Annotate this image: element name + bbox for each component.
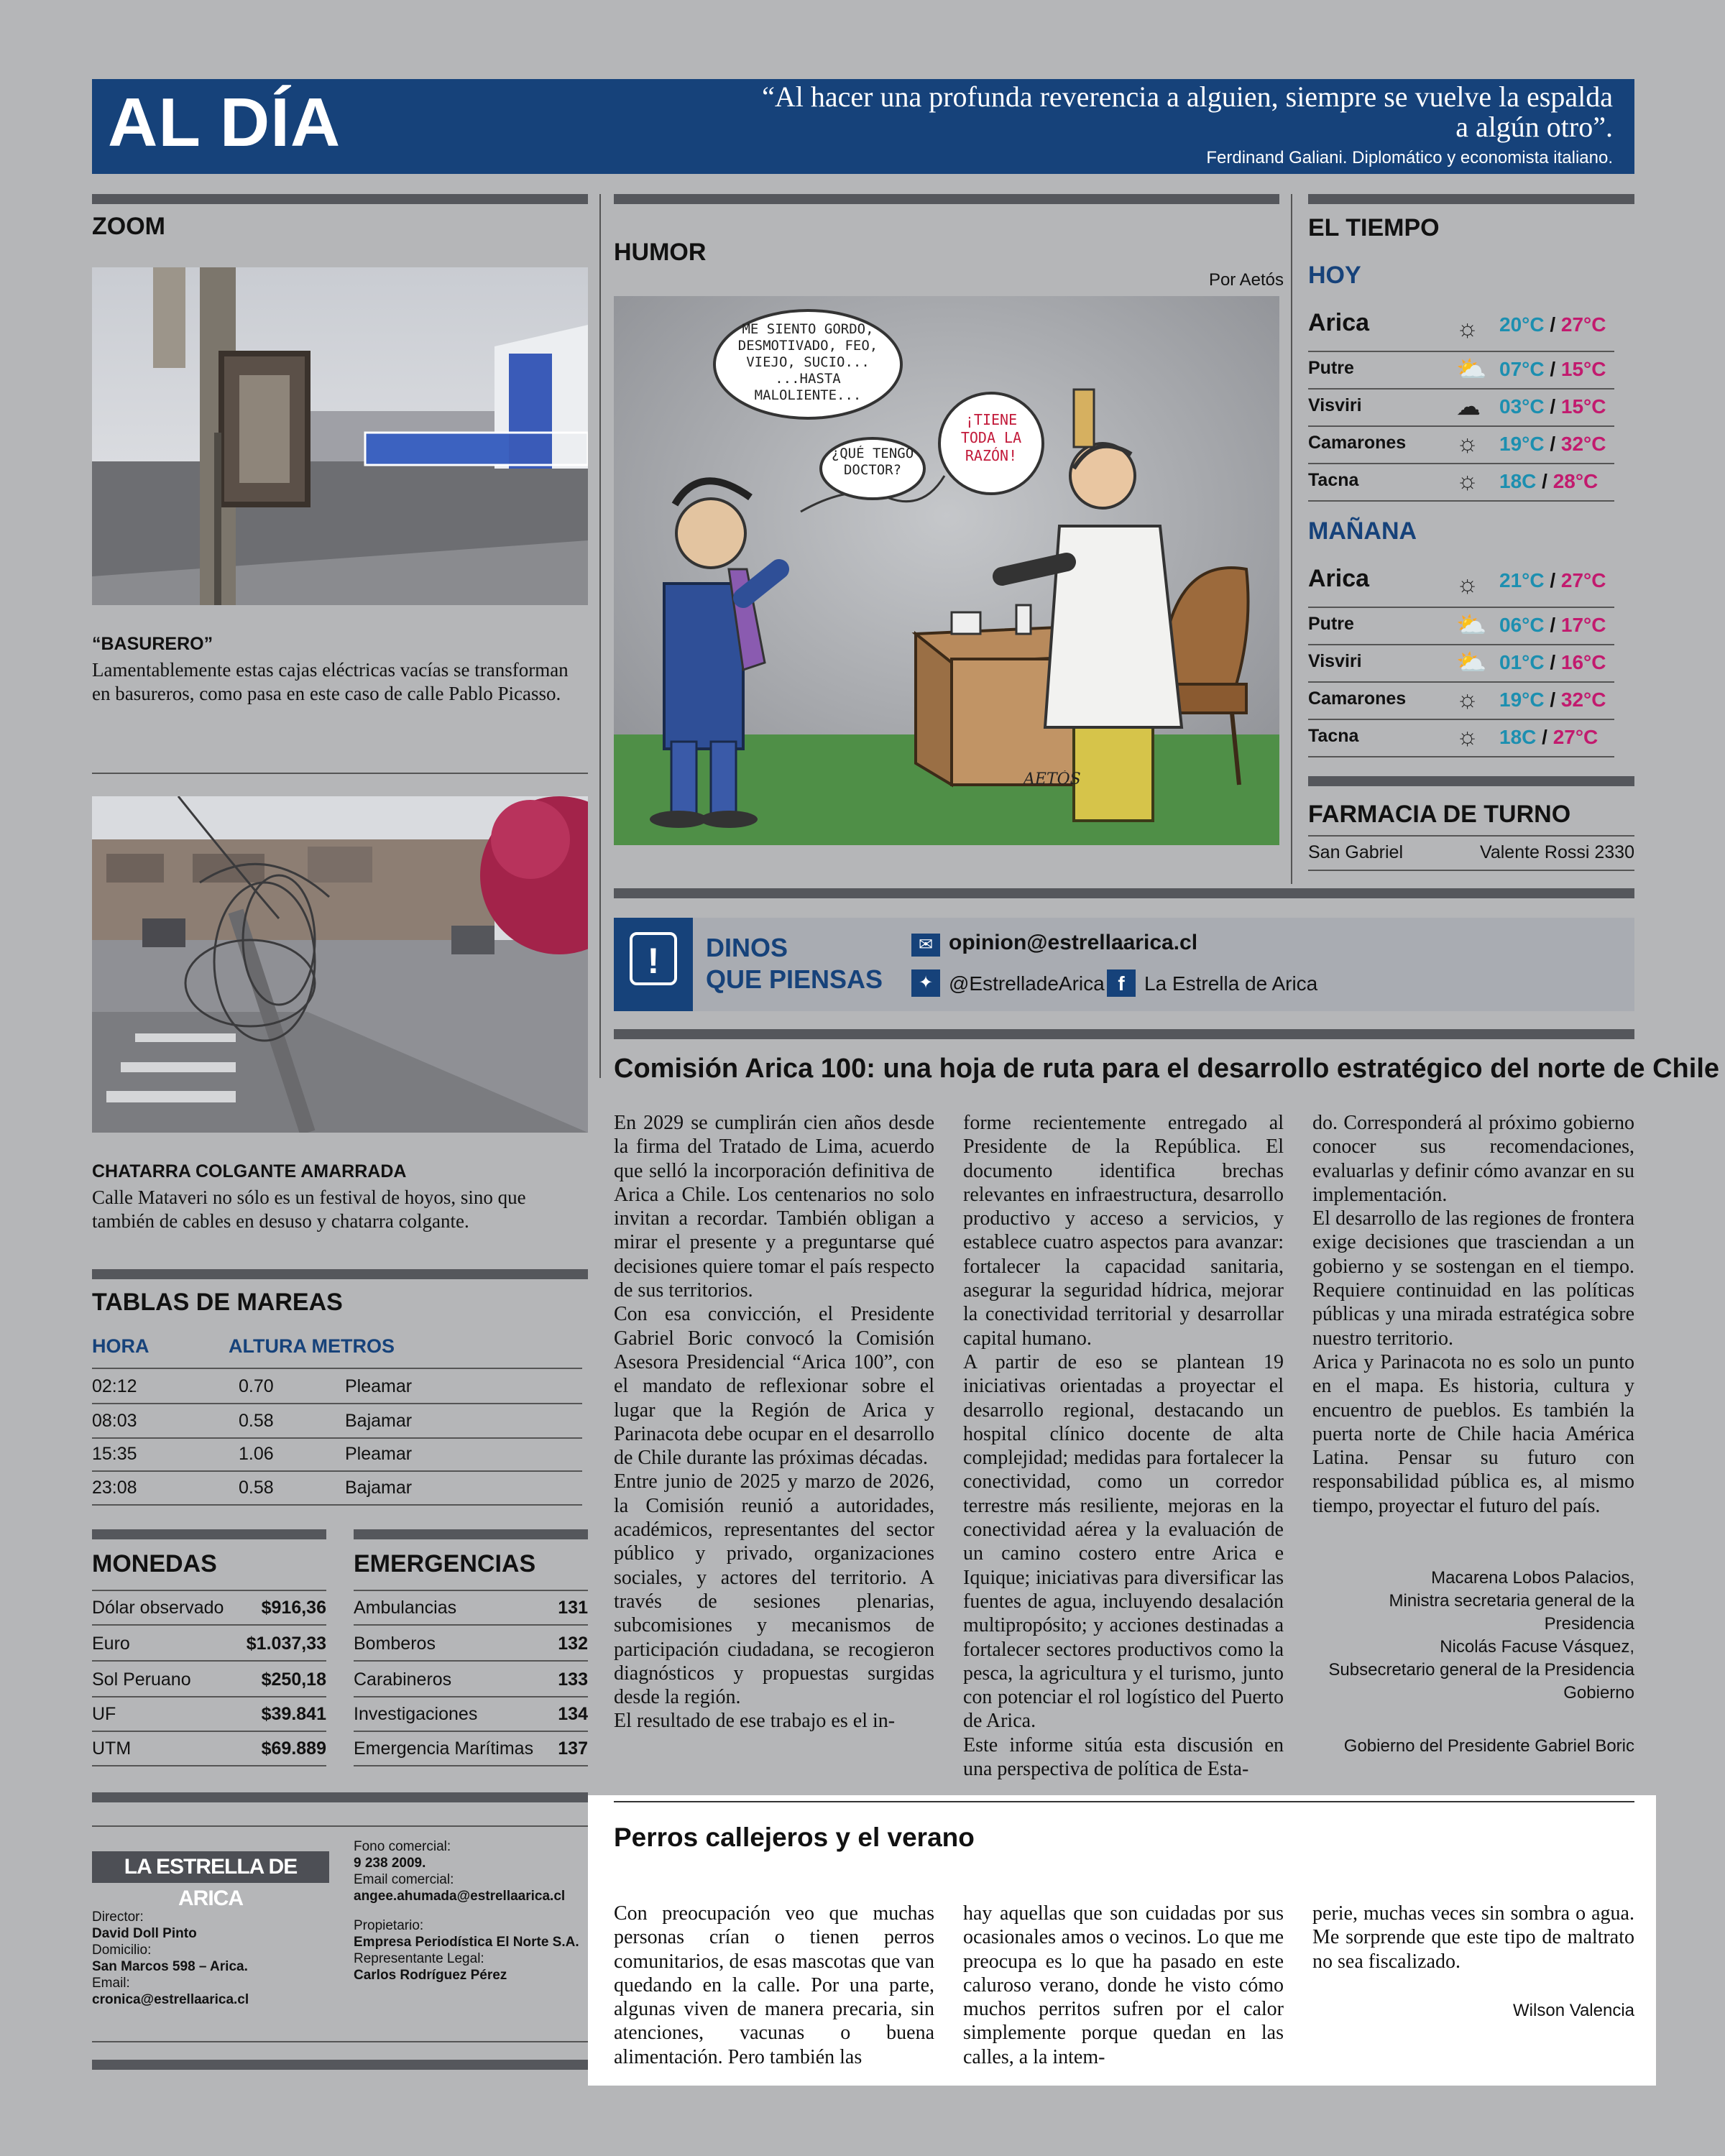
section-banner (92, 79, 1634, 174)
currency-value: $69.889 (261, 1738, 326, 1759)
phone-value: 9 238 2009. (354, 1856, 426, 1871)
cartoon-bubble-3: ¡TIENE TODA LA RAZÓN! (960, 411, 1022, 464)
divider (1308, 870, 1634, 871)
currencies-rule (92, 1529, 326, 1539)
emergency-name: Emergencia Marítimas (354, 1738, 534, 1759)
letter-title: Perros callejeros y el verano (614, 1823, 975, 1852)
dinos-title-line2: QUE PIENSAS (706, 964, 883, 994)
currency-value: $916,36 (261, 1598, 326, 1618)
article-paragraph: Con esa convicción, el Presidente Gabriel Boric convocó la Comisión Asesora Presidencial “Arica 100”, con el mandato de reflexionar sobre el lugar que la Región de Arica y Parinacota debe ocupar en el desarrollo de Chile durante las próximas décadas. (614, 1303, 934, 1470)
article-rule (614, 1029, 1634, 1039)
sun-cloud-icon: ⛅ (1456, 649, 1487, 676)
weather-heading: EL TIEMPO (1308, 214, 1440, 241)
temp-min: 01°C (1499, 651, 1545, 673)
currency-name: UTM (92, 1738, 132, 1759)
zoom-item1-title: “BASURERO” (92, 634, 213, 654)
dinos-title-line1: DINOS (706, 933, 788, 962)
humor-heading: HUMOR (614, 239, 707, 266)
sun-icon: ☼ (1456, 467, 1479, 494)
humor-cartoon (614, 296, 1279, 845)
weather-row: Putre ⛅ 07°C / 15°C (1308, 352, 1614, 390)
letter-column-3: perie, muchas veces sin sombra o agua. Me sorprende que este tipo de maltrato no sea fiscalizado. (1312, 1902, 1634, 1973)
tide-type: Pleamar (345, 1444, 413, 1464)
weather-row: Visviri ⛅ 01°C / 16°C (1308, 645, 1614, 683)
tide-type: Pleamar (345, 1376, 413, 1396)
dinos-facebook[interactable]: La Estrella de Arica (1144, 972, 1318, 995)
currency-name: Euro (92, 1634, 130, 1654)
dinos-box (614, 918, 1634, 1011)
sun-cloud-icon: ⛅ (1456, 612, 1487, 639)
tide-type: Bajamar (345, 1478, 413, 1498)
currency-name: UF (92, 1704, 116, 1724)
weather-rule (1308, 194, 1634, 204)
temp-max: 27°C (1560, 313, 1606, 336)
currencies-heading: MONEDAS (92, 1550, 217, 1577)
commercial-email-label: Email comercial: (354, 1872, 454, 1887)
temp-min: 19°C (1499, 433, 1545, 455)
table-row (92, 1663, 326, 1697)
cloud-icon: ☁ (1456, 393, 1481, 420)
temp-min: 03°C (1499, 395, 1545, 418)
owner-value: Empresa Periodística El Norte S.A. (354, 1935, 579, 1950)
weather-tomorrow-label: MAÑANA (1308, 517, 1417, 545)
divider (92, 1368, 582, 1369)
table-row (354, 1591, 588, 1626)
sun-cloud-icon: ⛅ (1456, 356, 1487, 383)
pharmacy-name: San Gabriel (1308, 842, 1404, 862)
humor-credit: Por Aetós (1208, 270, 1284, 290)
article-paragraph: do. Corresponderá al próximo gobierno conocer sus recomendaciones, evaluarlas y definir cómo avanzar en su implementación. (1312, 1112, 1634, 1206)
tides-col-height: ALTURA METROS (229, 1335, 395, 1357)
sun-icon: ☼ (1456, 686, 1479, 713)
table-row (354, 1697, 588, 1732)
banner-quote: “Al hacer una profunda reverencia a alguien, siempre se vuelve la espalda a algún otro”. (762, 80, 1613, 143)
address-label: Domicilio: (92, 1943, 152, 1958)
director-name: David Doll Pinto (92, 1926, 197, 1941)
temp-min: 21°C (1499, 569, 1545, 591)
dinos-email[interactable]: opinion@estrellaarica.cl (949, 931, 1198, 954)
weather-city: Arica (1308, 565, 1370, 592)
cartoon-bubble-1: ME SIENTO GORDO, DESMOTIVADO, FEO, VIEJO, SUCIO... ...HASTA MALOLIENTE... (737, 321, 878, 403)
dinos-rule (614, 888, 1634, 898)
table-row (92, 1732, 326, 1766)
signature-line: Presidencia (1544, 1614, 1634, 1634)
currency-value: $39.841 (261, 1704, 326, 1724)
masthead-info-right (354, 1838, 591, 1984)
weather-row: Arica ☼ 20°C / 27°C (1308, 306, 1614, 352)
weather-row: Visviri ☁ 03°C / 15°C (1308, 390, 1614, 427)
table-row (92, 1697, 326, 1732)
tide-height: 0.70 (239, 1376, 274, 1396)
temp-min: 19°C (1499, 688, 1545, 711)
pharmacy-heading: FARMACIA DE TURNO (1308, 801, 1571, 828)
phone-label: Fono comercial: (354, 1839, 451, 1854)
article-column-3 (1312, 1111, 1634, 1542)
weather-city: Putre (1308, 358, 1354, 378)
emergency-number: 133 (558, 1669, 588, 1690)
divider (92, 1825, 588, 1827)
tides-col-hour: HORA (92, 1335, 150, 1357)
signature-line: Subsecretario general de la Presidencia (1328, 1660, 1634, 1680)
address-value: San Marcos 598 – Arica. (92, 1959, 248, 1974)
tide-time: 15:35 (92, 1444, 137, 1464)
table-row (92, 1591, 326, 1626)
zoom-item2-text: Calle Mataveri no sólo es un festival de hoyos, sino que también de cables en desuso y chatarra colgante. (92, 1187, 526, 1232)
zoom-photo-hanging-cables (92, 796, 588, 1133)
pharmacy-rule (1308, 776, 1634, 786)
dinos-icon-bg (614, 918, 693, 1011)
table-row (92, 1370, 582, 1404)
tide-type: Bajamar (345, 1411, 413, 1431)
weather-row: Camarones ☼ 19°C / 32°C (1308, 427, 1614, 464)
zoom-rule (92, 194, 588, 204)
cartoon-signature: AETÓS (1024, 770, 1081, 788)
tide-time: 08:03 (92, 1411, 137, 1431)
weather-city: Arica (1308, 309, 1370, 336)
tide-time: 23:08 (92, 1478, 137, 1498)
masthead-info-left (92, 1909, 336, 2008)
emergency-name: Ambulancias (354, 1598, 457, 1618)
facebook-icon: f (1107, 969, 1136, 997)
director-label: Director: (92, 1909, 144, 1925)
weather-city: Tacna (1308, 470, 1359, 490)
weather-row: Putre ⛅ 06°C / 17°C (1308, 608, 1614, 645)
divider (92, 773, 588, 774)
sun-icon: ☼ (1456, 571, 1479, 598)
letter-author: Wilson Valencia (1513, 2001, 1634, 2020)
zoom-item1-text: Lamentablemente estas cajas eléctricas vacías se transforman en basureros, como pasa en este caso de calle Pablo Picasso. (92, 659, 569, 704)
signature-line: Gobierno (1563, 1683, 1634, 1703)
article-column-2 (963, 1111, 1284, 1787)
temp-min: 18C (1499, 470, 1537, 492)
currency-value: $250,18 (261, 1669, 326, 1690)
article-title: Comisión Arica 100: una hoja de ruta para el desarrollo estratégico del norte de Chile (614, 1054, 1720, 1084)
zoom-item2-title: CHATARRA COLGANTE AMARRADA (92, 1161, 407, 1181)
mail-icon: ✉ (911, 934, 940, 957)
emergency-number: 131 (558, 1598, 588, 1618)
tide-height: 0.58 (239, 1478, 274, 1498)
tides-heading: TABLAS DE MAREAS (92, 1289, 343, 1316)
divider (614, 1801, 1634, 1802)
owner-label: Propietario: (354, 1918, 424, 1933)
divider (1308, 835, 1634, 837)
sun-icon: ☼ (1456, 723, 1479, 750)
temp-max: 17°C (1560, 614, 1606, 636)
signature-line: Macarena Lobos Palacios, (1431, 1568, 1634, 1588)
weather-city: Putre (1308, 614, 1354, 634)
banner-quote-author: Ferdinand Galiani. Diplomático y economista italiano. (1206, 148, 1613, 167)
column-separator (599, 194, 601, 1078)
sun-icon: ☼ (1456, 315, 1479, 342)
article-paragraph: forme recientemente entregado al Presidente de la República. El documento identifica brechas relevantes en infraestructura, desarrollo productivo y acceso a servicios, y establece cuatro aspectos para avanzar: fortalecer la capacidad sanitaria, asegurar la seguridad hídrica, mejorar la conectividad territorial y desarrollar capital humano. (963, 1112, 1284, 1350)
weather-city: Camarones (1308, 688, 1407, 709)
currency-name: Sol Peruano (92, 1669, 191, 1690)
table-row (354, 1732, 588, 1766)
article-paragraph: Entre junio de 2025 y marzo de 2026, la Comisión reunió a autoridades, académicos, representantes del sector público y privado, organizaciones sociales, y actores del territorio. A través de sesiones plenarias, subcomisiones y mecanismos de participación ciudadana, se recogieron diagnósticos y propuestas surgidas desde la región. (614, 1470, 934, 1709)
article-footer: Gobierno del Presidente Gabriel Boric (1343, 1736, 1634, 1756)
tides-rule (92, 1269, 588, 1279)
temp-max: 27°C (1560, 569, 1606, 591)
signature-line: Nicolás Facuse Vásquez, (1440, 1637, 1634, 1657)
banner-title: AL DÍA (108, 84, 341, 161)
emergency-name: Carabineros (354, 1669, 452, 1690)
tide-height: 1.06 (239, 1444, 274, 1464)
weather-city: Visviri (1308, 651, 1362, 671)
weather-row: Tacna ☼ 18C / 28°C (1308, 464, 1614, 502)
article-paragraph: A partir de eso se plantean 19 iniciativas orientadas a proyectar el desarrollo regional, destacando un hospital clínico docente de alta complejidad; medidas para fortalecer la conectividad, como un corredor terrestre más resiliente, mejoras en la conectividad aérea y la evaluación de un camino costero entre Arica e Iquique; iniciativas para diversificar las fuentes de agua, incluyendo desalación multipropósito; y acciones destinadas a fortalecer sectores productivos como la pesca, la agricultura y el turismo, junto con potenciar el rol logístico del Puerto de Arica. (963, 1350, 1284, 1733)
masthead-rule (92, 1792, 588, 1802)
table-row (92, 1627, 326, 1662)
tide-height: 0.58 (239, 1411, 274, 1431)
column-separator (1291, 194, 1292, 884)
article-paragraph: El resultado de ese trabajo es el in- (614, 1710, 896, 1733)
email-value[interactable]: cronica@estrellaarica.cl (92, 1992, 249, 2007)
article-column-1 (614, 1111, 934, 1787)
emergency-number: 134 (558, 1704, 588, 1724)
signature-line: Ministra secretaria general de la (1389, 1591, 1634, 1611)
temp-max: 27°C (1552, 726, 1598, 748)
email-label: Email: (92, 1976, 130, 1991)
emergency-number: 132 (558, 1634, 588, 1654)
zoom-photo-electric-box (92, 267, 588, 605)
dinos-twitter[interactable]: @EstrelladeArica (949, 972, 1105, 995)
masthead-logo: LA ESTRELLA DE ARICA (92, 1851, 329, 1883)
pharmacy-address: Valente Rossi 2330 (1480, 842, 1634, 862)
cartoon-bubble-2: ¿QUÉ TENGO DOCTOR? (831, 446, 914, 478)
temp-min: 18C (1499, 726, 1537, 748)
twitter-icon: ✦ (911, 969, 940, 997)
sun-icon: ☼ (1456, 430, 1479, 457)
commercial-email-value[interactable]: angee.ahumada@estrellaarica.cl (354, 1889, 566, 1904)
article-paragraph: Arica y Parinacota no es solo un punto en el mapa. Es historia, cultura y encuentro de pueblos. Es también la puerta norte de Chile hacia América Latina. Pensar su futuro con responsabilidad pública es, al mismo tiempo, proyectar el futuro del país. (1312, 1350, 1634, 1517)
table-row (92, 1471, 582, 1506)
temp-max: 32°C (1560, 688, 1606, 711)
tide-time: 02:12 (92, 1376, 137, 1396)
zoom-heading: ZOOM (92, 213, 165, 240)
article-paragraph: Este informe sitúa esta discusión en una perspectiva de política de Esta- (963, 1733, 1284, 1781)
emergencies-heading: EMERGENCIAS (354, 1550, 536, 1577)
dinos-title (706, 932, 883, 995)
letter-column-1: Con preocupación veo que muchas personas crían o tienen perros comunitarios, de esas mascotas que van quedando en la calle. Por una parte, algunas viven de manera precaria, sin atenciones, vacunas o buena alimentación. Pero también las (614, 1902, 934, 2068)
temp-min: 20°C (1499, 313, 1545, 336)
weather-today-label: HOY (1308, 262, 1361, 289)
table-row (354, 1627, 588, 1662)
letter-column-2: hay aquellas que son cuidadas por sus ocasionales amos o vecinos. Lo que me preocupa es lo que ha pasado en este caluroso verano, donde he visto cómo muchos perritos sufren por el calor simplemente porque quedan en las calles, a la intem- (963, 1902, 1284, 2068)
weather-row: Camarones ☼ 19°C / 32°C (1308, 683, 1614, 720)
emergency-name: Investigaciones (354, 1704, 478, 1724)
temp-min: 06°C (1499, 614, 1545, 636)
temp-max: 15°C (1560, 395, 1606, 418)
weather-city: Camarones (1308, 433, 1407, 453)
article-paragraph: El desarrollo de las regiones de frontera exige decisiones que trasciendan a un gobierno y se sostengan en el tiempo. Requiere continuidad en las políticas públicas y una mirada estratégica sobre nuestro territorio. (1312, 1207, 1634, 1350)
currency-value: $1.037,33 (246, 1634, 326, 1654)
bottom-rule (92, 2060, 588, 2070)
temp-min: 07°C (1499, 358, 1545, 380)
article-signature (1312, 1567, 1634, 1705)
emergency-number: 137 (558, 1738, 588, 1759)
weather-row: Tacna ☼ 18C / 27°C (1308, 720, 1614, 757)
speech-bubble-icon: ! (630, 932, 677, 985)
temp-max: 15°C (1560, 358, 1606, 380)
temp-max: 16°C (1560, 651, 1606, 673)
legal-rep-label: Representante Legal: (354, 1951, 484, 1966)
divider (92, 2041, 588, 2042)
legal-rep-value: Carlos Rodríguez Pérez (354, 1968, 507, 1983)
table-row (92, 1404, 582, 1439)
table-row (354, 1663, 588, 1697)
emergencies-rule (354, 1529, 588, 1539)
table-row (92, 1437, 582, 1472)
weather-row: Arica ☼ 21°C / 27°C (1308, 562, 1614, 608)
temp-max: 32°C (1560, 433, 1606, 455)
currency-name: Dólar observado (92, 1598, 224, 1618)
weather-city: Tacna (1308, 726, 1359, 746)
emergency-name: Bomberos (354, 1634, 436, 1654)
humor-rule (614, 194, 1279, 204)
temp-max: 28°C (1552, 470, 1598, 492)
weather-city: Visviri (1308, 395, 1362, 415)
article-paragraph: En 2029 se cumplirán cien años desde la firma del Tratado de Lima, acuerdo que selló la incorporación definitiva de Arica a Chile. Los centenarios no solo invitan a recordar. También obligan a mirar el presente y a preguntarse qué decisiones quiere tomar el país respecto de sus territorios. (614, 1112, 934, 1302)
